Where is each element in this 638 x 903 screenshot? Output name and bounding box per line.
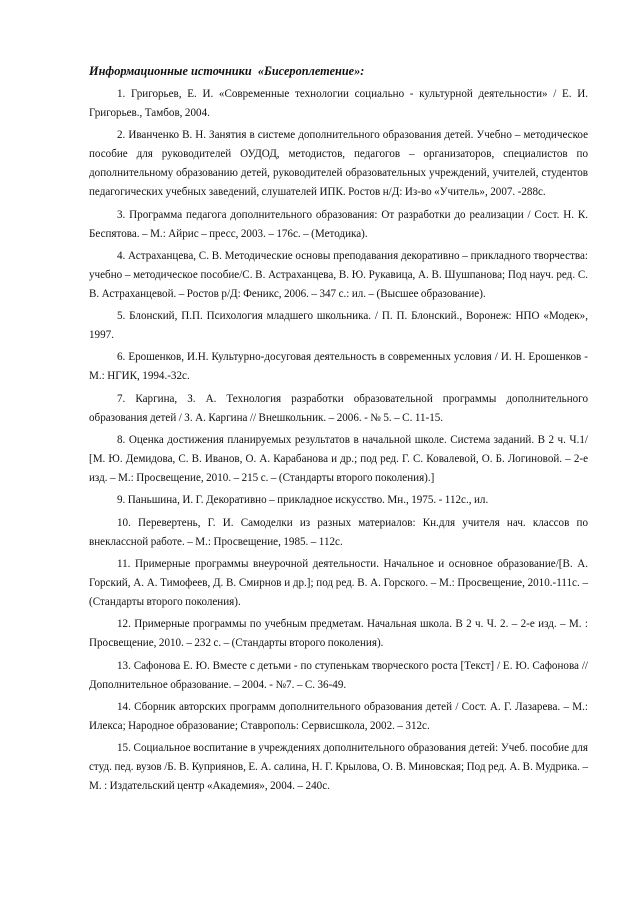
reference-item-7: 7. Каргина, З. А. Технология разработки образовательной программы дополнительного образования детей / З. А. Каргина // Внешкольник. – 2006. - № 5. – С. 11-15. (89, 392, 588, 424)
reference-item-6: 6. Ерошенков, И.Н. Культурно-досуговая деятельность в современных условия / И. Н. Ерошенков - М.: НГИК, 1994.-32с. (89, 351, 588, 383)
reference-list (89, 85, 588, 796)
reference-item-5: 5. Блонский, П.П. Психология младшего школьника. / П. П. Блонский., Воронеж: НПО «Модек», 1997. (89, 310, 588, 342)
document-page (89, 62, 588, 799)
reference-item-15: 15. Социальное воспитание в учреждениях дополнительного образования детей: Учеб. пособие для студ. пед. вузов /Б. В. Куприянов, Е. А. салина, Н. Г. Крылова, О. В. Миновская; Под ред. А. В. Мудрика. – М. : Издательский центр «Академия», 2004. – 240с. (89, 742, 588, 793)
reference-item-2: 2. Иванченко В. Н. Занятия в системе дополнительного образования детей. Учебно – методическое пособие для руководителей ОУДОД, методистов, педагогов – организаторов, специалистов по дополнительному образованию детей, руководителей образовательных учреждений, учителей, студентов педагогических учебных заведений, слушателей ИПК. Ростов н/Д: Из-во «Учитель», 2007. -288с. (89, 129, 588, 199)
reference-item-12: 12. Примерные программы по учебным предметам. Начальная школа. В 2 ч. Ч. 2. – 2-е изд. – М. : Просвещение, 2010. – 232 с. – (Стандарты второго поколения). (89, 618, 588, 650)
reference-item-10: 10. Перевертень, Г. И. Самоделки из разных материалов: Кн.для учителя нач. классов по внеклассной работе. – М.: Просвещение, 1985. – 112с. (89, 516, 588, 548)
reference-item-9: 9. Паньшина, И. Г. Декоративно – прикладное искусство. Мн., 1975. - 112с., ил. (117, 494, 489, 507)
reference-item-4: 4. Астраханцева, С. В. Методические основы преподавания декоративно – прикладного творчества: учебно – методическое пособие/С. В. Астраханцева, В. Ю. Рукавица, А. В. Шушпанова; Под науч. ред. С. В. Астраханцевой. – Ростов р/Д: Феникс, 2006. – 347 с.: ил. – (Высшее образование). (89, 249, 588, 300)
reference-item-1: 1. Григорьев, Е. И. «Современные технологии социально - культурной деятельности» / Е. И. Григорьев., Тамбов, 2004. (89, 88, 588, 119)
reference-item-8: 8. Оценка достижения планируемых результатов в начальной школе. Система заданий. В 2 ч. Ч.1/ [М. Ю. Демидова, С. В. Иванов, О. А. Карабанова и др.; под ред. Г. С. Ковалевой, О. Б. Логиновой. – 2-е изд. – М.: Просвещение, 2010. – 215 с. – (Стандарты второго поколения).] (89, 434, 588, 485)
document-title: Информационные источники «Бисероплетение»: (89, 64, 365, 78)
reference-item-3: 3. Программа педагога дополнительного образования: От разработки до реализации / Сост. Н. К. Беспятова. – М.: Айрис – пресс, 2003. – 176с. – (Методика). (89, 208, 588, 240)
reference-item-13: 13. Сафонова Е. Ю. Вместе с детьми - по ступенькам творческого роста [Текст] / Е. Ю. Сафонова // Дополнительное образование. – 2004. - №7. – С. 36-49. (89, 659, 588, 691)
reference-item-11: 11. Примерные программы внеурочной деятельности. Начальное и основное образование/[В. А. Горский, А. А. Тимофеев, Д. В. Смирнов и др.]; под ред. В. А. Горского. – М.: Просвещение, 2010.-111с. – (Стандарты второго поколения). (89, 557, 588, 608)
reference-item-14: 14. Сборник авторских программ дополнительного образования детей / Сост. А. Г. Лазарева. – М.: Илекса; Народное образование; Ставрополь: Сервисшкола, 2002. – 312с. (89, 700, 588, 732)
